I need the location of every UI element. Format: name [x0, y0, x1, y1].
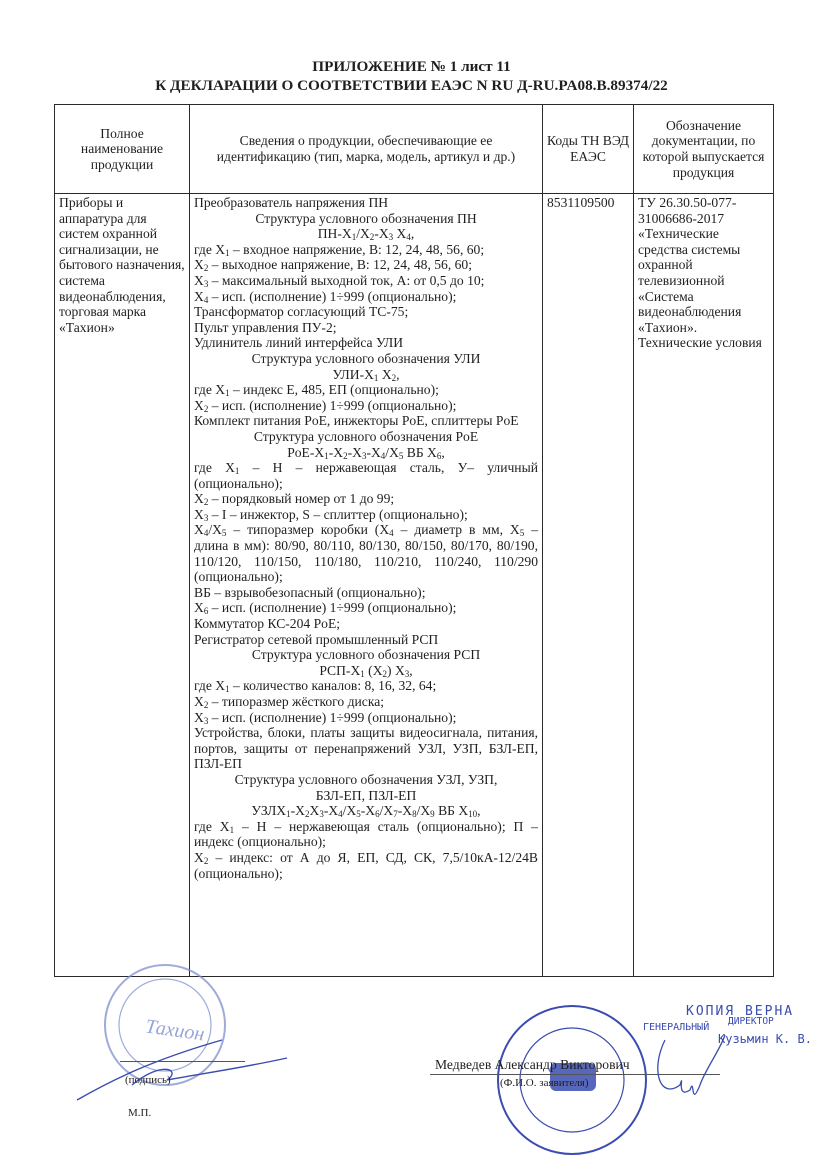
detail-line: БЗЛ-ЕП, ПЗЛ-ЕП: [315, 787, 417, 803]
detail-line: $X_2$ – выходное напряжение, В: 12, 24, 48, 56, 60;: [194, 257, 472, 274]
document-title-line1: ПРИЛОЖЕНИЕ № 1 лист 11: [312, 58, 511, 75]
formula-line: УЛИ-$X_1$ $X_2$,: [332, 366, 400, 383]
column-header-documentation: Обозначение документации, по которой выпускается продукция: [634, 105, 774, 194]
applicant-caption: (Ф.И.О. заявителя): [500, 1077, 589, 1089]
detail-line: $X_2$ – индекс: от А до Я, ЕП, СД, СК, 7,5/10кА-12/24В (опционально);: [194, 849, 538, 881]
copy-stamp-line1: КОПИЯ ВЕРНА: [686, 1004, 795, 1019]
detail-line: Преобразователь напряжения ПН: [194, 195, 389, 210]
copy-stamp-line2a: ГЕНЕРАЛЬНЫЙ: [643, 1022, 710, 1033]
detail-line: ВБ – взрывобезопасный (опционально);: [194, 584, 426, 600]
detail-line: где $X_1$ – Н – нержавеющая сталь (опционально); П – индекс (опционально);: [194, 818, 538, 850]
detail-line: $X_2$ – исп. (исполнение) 1÷999 (опционально);: [194, 397, 457, 414]
detail-line: $X_4$ – исп. (исполнение) 1÷999 (опционально);: [194, 288, 457, 305]
detail-line: $X_2$ – типоразмер жёсткого диска;: [194, 694, 385, 710]
detail-line: где $X_1$ – индекс Е, 485, ЕП (опционально);: [194, 382, 439, 399]
detail-line: где $X_1$ – Н – нержавеющая сталь, У– уличный (опционально);: [194, 460, 538, 491]
mp-label: М.П.: [128, 1107, 152, 1119]
detail-line: Структура условного обозначения УЛИ: [251, 350, 481, 366]
detail-line: Пульт управления ПУ-2;: [194, 319, 337, 335]
signature-right: [640, 1030, 730, 1120]
detail-line: Комплект питания PoE, инжекторы PoE, сплиттеры PoE: [194, 413, 519, 429]
signature-line-left: [120, 1061, 245, 1062]
tn-ved-code-cell: 8531109500: [543, 194, 634, 977]
applicant-name: Медведев Александр Викторович: [435, 1057, 630, 1072]
detail-line: где $X_1$ – входное напряжение, В: 12, 24, 48, 56, 60;: [194, 241, 485, 258]
svg-text:Тахион: Тахион: [144, 1015, 206, 1046]
table-header-row: [55, 105, 774, 194]
copy-stamp-line3: Кузьмин К. В.: [718, 1032, 812, 1046]
documentation-cell: ТУ 26.30.50-077-31006686-2017 «Технические средства системы охранной телевизионной «Система видеонаблюдения «Тахион». Технические условия: [634, 194, 774, 977]
detail-line: Структура условного обозначения РСП: [251, 647, 481, 663]
signature-left: [72, 1030, 292, 1110]
copy-stamp-line2b: ДИРЕКТОР: [728, 1016, 774, 1027]
detail-line: $X_4/X_5$ – типоразмер коробки ($X_4$ – диаметр в мм, $X_5$ – длина в мм): 80/90, 80/110, 80/130, 80/150, 80/170, 80/190, 110/120, 110/150, 110/180, 110/210, 110/240, 110/290 (опционально);: [194, 522, 539, 585]
detail-line: Трансформатор согласующий ТС-75;: [194, 304, 409, 320]
document-title-line2: К ДЕКЛАРАЦИИ О СООТВЕТСТВИИ ЕАЭС N RU Д-RU.PA08.B.89374/22: [155, 77, 668, 94]
table-row: [55, 194, 774, 977]
detail-line: Коммутатор КС-204 PoE;: [194, 616, 341, 632]
declaration-table: [54, 104, 774, 977]
detail-line: Устройства, блоки, платы защиты видеосигнала, питания, портов, защиты от перенапряжений УЗЛ, УЗП, БЗЛ-ЕП, ПЗЛ-ЕП: [194, 725, 538, 772]
column-header-name: Полное наименование продукции: [55, 105, 190, 194]
detail-line: $X_3$ – максимальный выходной ток, А: от 0,5 до 10;: [194, 272, 485, 289]
signature-caption: (подпись): [125, 1074, 171, 1086]
formula-line: РСП-$X_1$ $(X_2)$ $X_3$,: [319, 662, 413, 679]
detail-line: Удлинитель линий интерфейса УЛИ: [194, 335, 404, 351]
column-header-codes: Коды ТН ВЭД ЕАЭС: [543, 105, 634, 194]
formula-line: PoE-$X_1-X_2-X_3-X_4/X_5$ ВБ $X_6$,: [287, 444, 445, 461]
detail-line: где $X_1$ – количество каналов: 8, 16, 32, 64;: [194, 678, 437, 695]
detail-line: Структура условного обозначения PoE: [253, 428, 479, 444]
detail-line: Структура условного обозначения ПН: [255, 210, 477, 226]
detail-line: $X_3$ – исп. (исполнение) 1÷999 (опционально);: [194, 709, 457, 726]
column-header-details: Сведения о продукции, обеспечивающие ее идентификацию (тип, марка, модель, артикул и др.): [190, 105, 543, 194]
detail-line: $X_2$ – порядковый номер от 1 до 99;: [194, 491, 395, 508]
detail-line: $X_6$ – исп. (исполнение) 1÷999 (опционально);: [194, 600, 457, 617]
detail-line: $X_3$ – I – инжектор, S – сплиттер (опционально);: [194, 506, 468, 523]
product-name-cell: Приборы и аппаратура для систем охранной сигнализации, не бытового назначения, система видеонаблюдения, торговая марка «Тахион»: [55, 194, 190, 977]
detail-line: Регистратор сетевой промышленный РСП: [194, 631, 439, 647]
formula-line: $УЗЛX_1-X_2X_3-X_4/X_5-X_6/X_7-X_8/X_9$ ВБ $X_{10}$,: [251, 803, 481, 820]
formula-line: $ПН-X_1/X_2-X_3$ $X_4$,: [317, 226, 415, 243]
product-details-cell: [190, 194, 543, 977]
detail-line: Структура условного обозначения УЗЛ, УЗП,: [234, 771, 498, 787]
